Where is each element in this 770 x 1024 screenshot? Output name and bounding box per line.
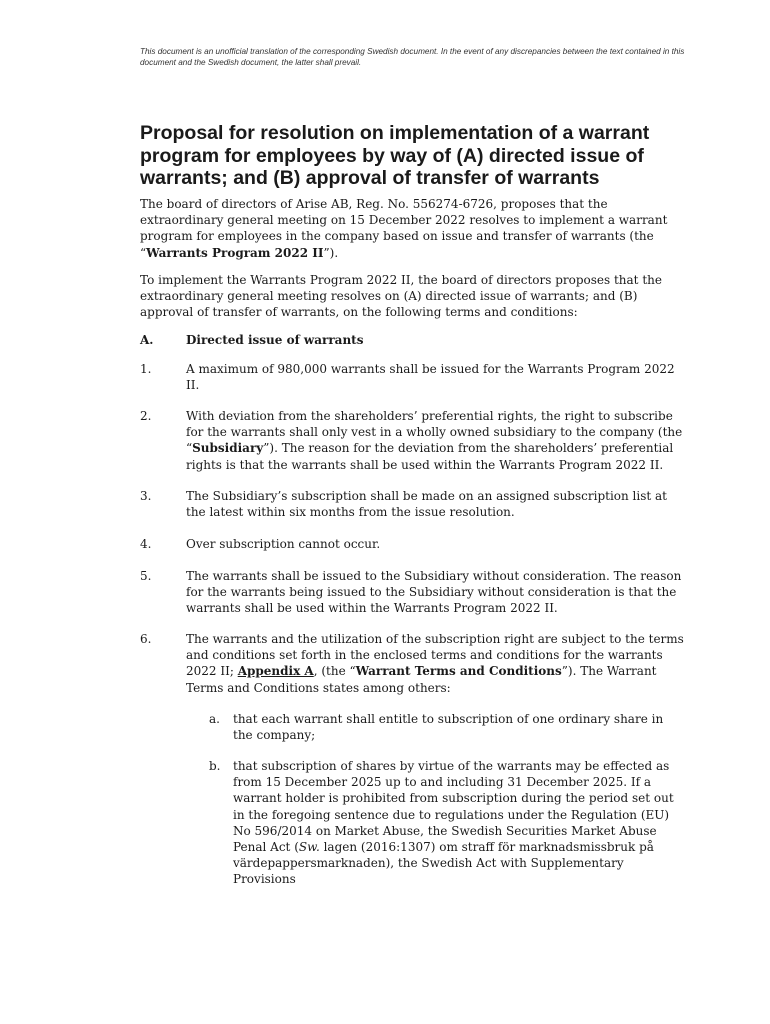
item-number: 1. [140,362,152,376]
intro-defined-term: Warrants Program 2022 II [146,245,324,260]
item-text [186,631,684,696]
item-text: The warrants shall be issued to the Subsidiary without consideration. The reason for the warrants being issued to the Subsidiary without consideration is that the warrants shall be used within the Warrants Program 2022 II. [186,569,682,616]
item-number: 3. [140,489,152,503]
item-text-mid: , (the “ [313,664,356,679]
item-text: The Subsidiary’s subscription shall be made on an assigned subscription list at the latest within six months from the issue resolution. [186,489,668,520]
sub-item-marker: a. [209,712,220,726]
implementation-paragraph: To implement the Warrants Program 2022 II, the board of directors proposes that the extraordinary general meeting resolves on (A) directed issue of warrants; and (B) approval of transfer of warrants, on the following terms and conditions: [140,273,662,320]
item-number: 6. [140,632,152,646]
item-text: A maximum of 980,000 warrants shall be issued for the Warrants Program 2022 II. [186,362,675,393]
translation-disclaimer: This document is an unofficial translation of the corresponding Swedish document. In the event of any discrepancies between the text contained in this document and the Swedish document, the latter shall prevail. [140,47,685,67]
defined-term-subsidiary: Subsidiary [192,441,264,456]
intro-paragraph [140,196,685,261]
sub-item-text [233,758,685,888]
sub-item-text-before: that subscription of shares by virtue of the warrants may be effected as from 15 December 2025 up to and including 31 December 2025. If a warrant holder is prohibited from subscription during the period set out in the foregoing sentence due to regulations under the Regulation (EU) No 596/2014 on Market Abuse, the Swedish Securities Market Abuse Penal Act ( [233,759,674,855]
item-text-before: With deviation from the shareholders’ preferential rights, the right to subscribe for the warrants shall only vest in a wholly owned subsidiary to the company (the “ [186,409,683,456]
item-text-after: ”). The Warrant Terms and Conditions states among others: [186,664,657,695]
item-text-after: ”). The reason for the deviation from the shareholders’ preferential rights is that the warrants shall be used within the Warrants Program 2022 II. [186,441,674,472]
item-text: Over subscription cannot occur. [186,537,381,551]
appendix-a-link[interactable]: Appendix A [237,664,314,679]
item-text [186,408,684,473]
section-letter: A. [140,333,154,347]
item-text-before: The warrants and the utilization of the subscription right are subject to the terms and conditions set forth in the enclosed terms and conditions for the warrants 2022 II; [186,632,684,679]
section-title: Directed issue of warrants [186,333,364,347]
sub-item-text-after: lagen (2016:1307) om straff för marknadsmissbruk på värdepappersmarknaden), the Swedish Act with Supplementary Provisions [233,840,654,887]
intro-text-before: The board of directors of Arise AB, Reg. No. 556274-6726, proposes that the extraordinary general meeting on 15 December 2022 resolves to implement a warrant program for employees in the company based on issue and transfer of warrants (the “ [140,197,668,260]
item-number: 2. [140,409,152,423]
page-title: Proposal for resolution on implementation of a warrant program for employees by way of (A) directed issue of warrants; and (B) approval of transfer of warrants [140,122,650,189]
sub-item-marker: b. [209,759,221,773]
sub-item-text: that each warrant shall entitle to subscription of one ordinary share in the company; [233,712,664,743]
item-number: 4. [140,537,152,551]
defined-term-warrant-terms: Warrant Terms and Conditions [355,664,562,679]
swedish-abbreviation: Sw. [298,840,320,855]
intro-text-after: ”). [323,245,339,260]
item-number: 5. [140,569,152,583]
